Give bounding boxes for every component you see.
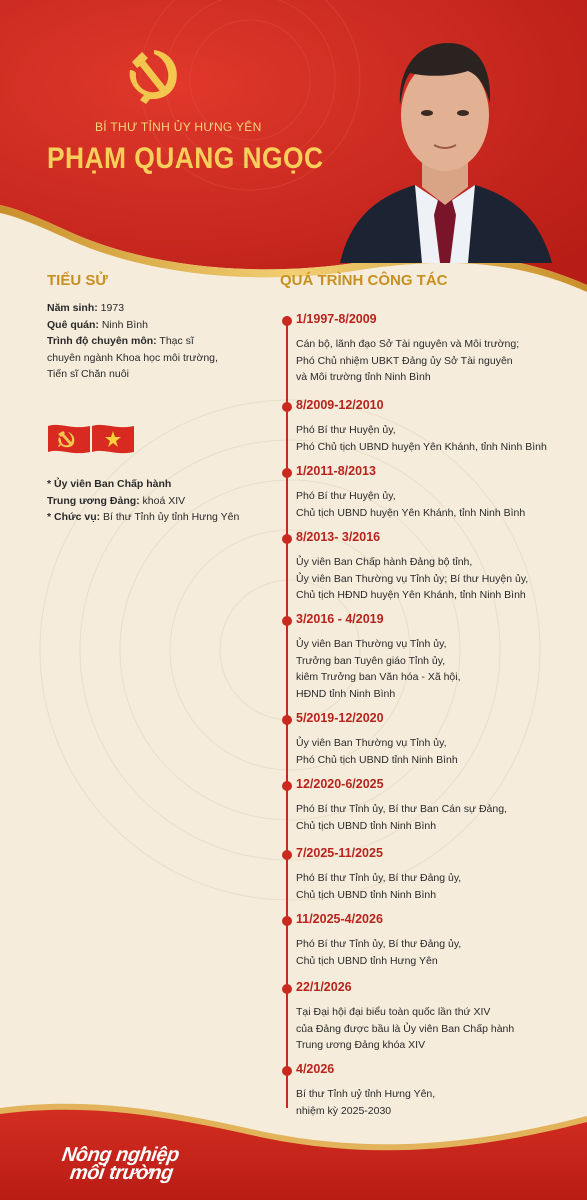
timeline-date: 22/1/2026 [296,980,352,994]
subtitle: BÍ THƯ TỈNH ỦY HƯNG YÊN [95,120,262,134]
timeline-description-line: Phó Chủ tịch UBND huyện Yên Khánh, tỉnh Ninh Bình [296,440,547,453]
timeline-description-line: Ủy viên Ban Thường vụ Tỉnh ủy, [296,638,447,650]
timeline-description-line: Chủ tịch UBND tỉnh Hưng Yên [296,954,438,967]
timeline-description-line: Chủ tịch UBND tỉnh Ninh Bình [296,888,437,901]
education-row-2: chuyên ngành Khoa học môi trường, [47,351,218,364]
timeline-dot [282,715,292,725]
logo-line-1: Nông nghiệp [60,1144,181,1166]
timeline-description-line: HĐND tỉnh Ninh Bình [296,687,396,700]
timeline-description [296,870,581,903]
timeline-description-line: Phó Bí thư Tỉnh ủy, Bí thư Đảng ủy, [296,872,462,884]
bio-heading: TIỂU SỬ [47,272,108,289]
timeline-dot [282,616,292,626]
timeline-dot [282,316,292,326]
timeline-description-line: Trung ương Đảng khóa XIV [296,1039,426,1051]
timeline-description [296,1004,581,1054]
person-name: PHẠM QUANG NGỌC [47,142,324,175]
timeline-description-line: của Đảng được bầu là Ủy viên Ban Chấp hành [296,1022,515,1035]
timeline-description-line: Ủy viên Ban Thường vụ Tỉnh ủy, [296,737,447,749]
timeline-description-line: Ủy viên Ban Thường vụ Tỉnh ủy; Bí thư Huyện ủy, [296,572,529,585]
timeline-description [296,336,581,386]
timeline-description-line: Trưởng ban Tuyên giáo Tỉnh ủy, [296,654,446,667]
timeline-date: 5/2019-12/2020 [296,711,384,725]
timeline-description-line: Phó Bí thư Tỉnh ủy, Bí thư Đảng ủy, [296,938,462,950]
bio-details [47,300,247,383]
timeline-date: 3/2016 - 4/2019 [296,612,384,626]
timeline-description [296,735,581,768]
timeline-date: 11/2025-4/2026 [296,912,383,926]
timeline-description [296,636,581,702]
timeline-dot [282,916,292,926]
timeline-description [296,488,581,521]
timeline-description [296,422,581,455]
timeline-description-line: Chủ tịch HĐND huyện Yên Khánh, tỉnh Ninh Bình [296,589,526,601]
timeline-description-line: Chủ tịch UBND tỉnh Ninh Bình [296,819,437,832]
brand-logo [62,1144,212,1186]
timeline-date: 4/2026 [296,1062,335,1076]
timeline-description-line: Bí thư Tỉnh uỷ tỉnh Hưng Yên, [296,1088,436,1100]
timeline-date: 7/2025-11/2025 [296,846,383,860]
timeline-date: 1/2011-8/2013 [296,464,376,478]
timeline-description-line: Chủ tịch UBND huyện Yên Khánh, tỉnh Ninh Bình [296,506,526,519]
hammer-sickle-icon [118,40,190,112]
timeline-dot [282,534,292,544]
timeline-description-line: Phó Chủ nhiệm UBKT Đảng ủy Sở Tài nguyên [296,354,513,367]
logo-line-2: môi trường [68,1162,175,1184]
timeline-description-line: kiêm Trưởng ban Văn hóa - Xã hội, [296,671,461,683]
timeline-description-line: Phó Chủ tịch UBND tỉnh Ninh Bình [296,753,458,766]
timeline-date: 12/2020-6/2025 [296,777,384,791]
timeline-description-line: nhiệm kỳ 2025-2030 [296,1104,392,1117]
member-row-2: Trung ương Đảng: khoá XIV [47,494,186,507]
member-row: * Ủy viên Ban Chấp hành [47,478,172,490]
hometown-row: Quê quán: Ninh Bình [47,318,148,331]
timeline-description [296,801,581,834]
career-heading: QUÁ TRÌNH CÔNG TÁC [280,272,448,289]
timeline-date: 8/2009-12/2010 [296,398,384,412]
timeline-description-line: Ủy viên Ban Chấp hành Đảng bộ tỉnh, [296,556,473,568]
position-row: * Chức vụ: Bí thư Tỉnh ủy tỉnh Hưng Yên [47,511,240,523]
timeline-description-line: và Môi trường tỉnh Ninh Bình [296,371,431,383]
timeline-dot [282,468,292,478]
timeline-description-line: Phó Bí thư Huyện ủy, [296,490,396,502]
timeline-description [296,936,581,969]
timeline-date: 8/2013- 3/2016 [296,530,381,544]
timeline-dot [282,984,292,994]
timeline-description [296,554,581,604]
flags-icon [46,420,136,458]
timeline-description-line: Cán bộ, lãnh đạo Sở Tài nguyên và Môi trường; [296,338,520,350]
timeline-date: 1/1997-8/2009 [296,312,377,326]
timeline-description [296,1086,581,1119]
membership-details [47,476,247,526]
education-row: Trình độ chuyên môn: Thạc sĩ [47,335,194,347]
timeline-dot [282,1066,292,1076]
timeline-description-line: Phó Bí thư Tỉnh ủy, Bí thư Ban Cán sự Đảng, [296,803,507,815]
timeline-description-line: Phó Bí thư Huyện ủy, [296,424,396,436]
party-flag-icon [48,425,90,453]
portrait-image [330,15,560,263]
timeline-dot [282,402,292,412]
birth-row: Năm sinh: 1973 [47,302,125,314]
education-row-3: Tiến sĩ Chăn nuôi [47,368,129,380]
timeline-dot [282,781,292,791]
timeline-dot [282,850,292,860]
timeline-description-line: Tại Đại hội đại biểu toàn quốc lần thứ XIV [296,1006,491,1018]
